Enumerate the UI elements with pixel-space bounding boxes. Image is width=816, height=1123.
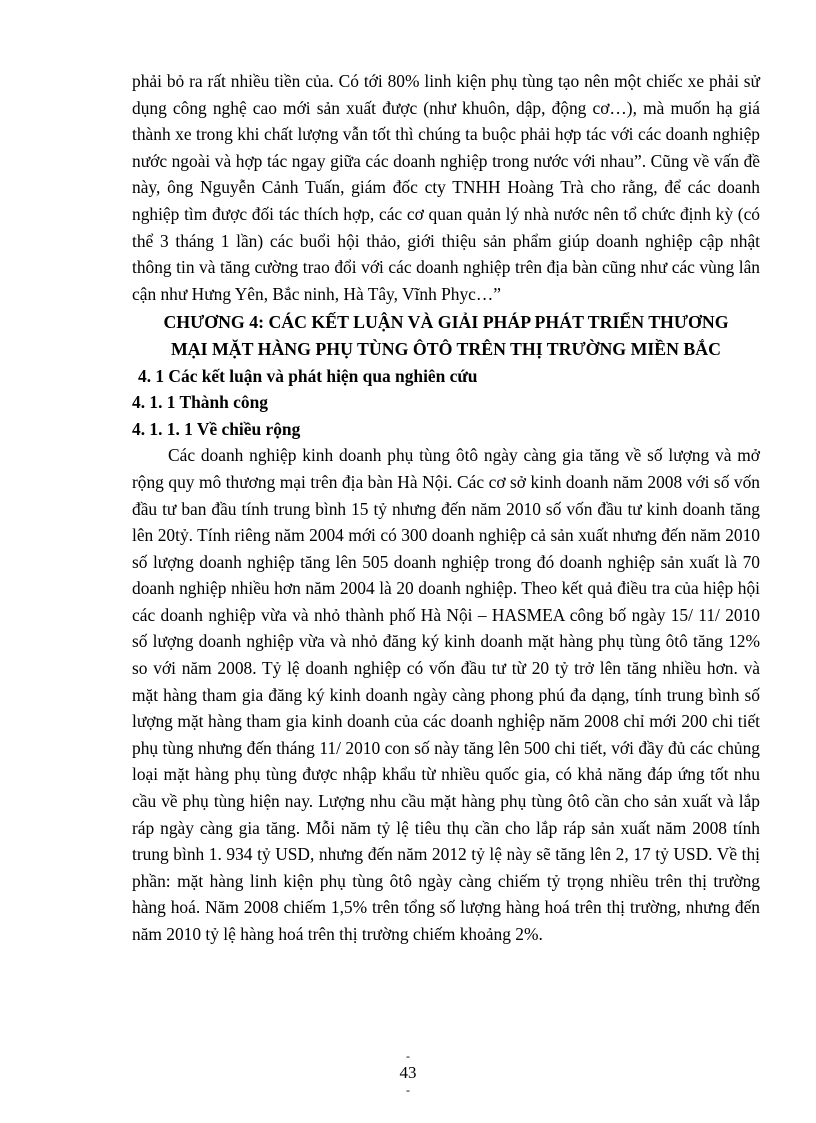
chapter-title: CHƯƠNG 4: CÁC KẾT LUẬN VÀ GIẢI PHÁP PHÁT TRIỂN THƯƠNG MẠI MẶT HÀNG PHỤ TÙNG ÔTÔ TRÊN THỊ TRƯỜNG MIỀN BẮC (163, 312, 729, 359)
section-heading-4-1-1: 4. 1. 1 Thành công (132, 392, 268, 413)
body-paragraph: Các doanh nghiệp kinh doanh phụ tùng ôtô ngày càng gia tăng về số lượng và mở rộng quy mô thương mại trên địa bàn Hà Nội. Các cơ sở kinh doanh năm 2008 với số vốn đầu tư ban đầu tính trung bình 15 tỷ nhưng đến năm 2010 số vốn đầu tư kinh doanh tăng lên 20tỷ. Tính riêng năm 2004 mới có 300 doanh nghiệp cả sản xuất nhưng đến năm 2010 số lượng doanh nghiệp tăng lên 505 doanh nghiệp trong đó doanh nghiệp sản xuất là 70 doanh nghiệp nhiều hơn năm 2004 là 20 doanh nghiệp. Theo kết quả điều tra của hiệp hội các doanh nghiệp vừa và nhỏ thành phố Hà Nội – HASMEA công bố ngày 15/ 11/ 2010 số lượng doanh nghiệp vừa và nhỏ đăng ký kinh doanh mặt hàng phụ tùng ôtô tăng 12% so với năm 2008. Tỷ lệ doanh nghiệp có vốn đầu tư từ 20 tỷ trở lên tăng nhiều hơn. và mặt hàng tham gia đăng ký kinh doanh ngày càng phong phú đa dạng, tính trung bình số lượng mặt hàng tham gia kinh doanh của các doanh ngh𝗂ệp năm 2008 chỉ mới 200 chi tiết phụ tùng nhưng đến tháng 11/ 2010 con số này tăng lên 500 chi tiết, với đầy đủ các chủng loại mặt hàng phụ tùng được nhập khẩu từ nhiều quốc gia, có khả năng đáp ứng tốt nhu cầu về phụ tùng hiện nay. Lượng nhu cầu mặt hàng phụ tùng ôtô cần cho sản xuất và lắp ráp ngày càng gia tăng. Mỗi năm tỷ lệ tiêu thụ cần cho lắp ráp sản xuất năm 2008 tính trung bình 1. 934 tỷ USD, nhưng đến năm 2012 tỷ lệ này sẽ tăng lên 2, 17 tỷ USD. Về thị phần: mặt hàng linh kiện phụ tùng ôtô ngày càng chiếm tỷ trọng nhiều trên thị trường hàng hoá. Năm 2008 chiếm 1,5% trên tổng số lượng hàng hoá trên thị trường, nhưng đến năm 2010 tỷ lệ hàng hoá trên thị trường chiếm khoảng 2%. (132, 445, 760, 944)
page-content (132, 68, 760, 948)
section-heading-4-1: 4. 1 Các kết luận và phát hiện qua nghiên cứu (138, 365, 478, 386)
footer-dash-bottom: - (406, 1083, 410, 1097)
page-footer (0, 1050, 816, 1096)
intro-paragraph: phải bỏ ra rất nhiều tiền của. Có tới 80% linh kiện phụ tùng tạo nên một chiếc xe phải sử dụng công nghệ cao mới sản xuất được (như khuôn, dập, động cơ…), mà muốn hạ giá thành xe trong khi chất lượng vẫn tốt thì chúng ta buộc phải hợp tác với các doanh nghiệp nước ngoài và hợp tác ngay giữa các doanh nghiệp trong nước với nhau”. Cũng về vấn đề này, ông Nguyễn Cảnh Tuấn, giám đốc cty TNHH Hoàng Trà cho rằng, để các doanh nghiệp tìm được đối tác thích hợp, các cơ quan quản lý nhà nước nên tổ chức định kỳ (có thể 3 tháng 1 lần) các buổi hội thảo, giới thiệu sản phẩm giúp doanh nghiệp cập nhật thông tin và tăng cường trao đổi với các doanh nghiệp trên địa bàn cũng như các vùng lân cận như Hưng Yên, Bắc ninh, Hà Tây, Vĩnh Phyc…” (132, 71, 760, 304)
page-number: 43 (399, 1063, 417, 1082)
section-heading-4-1-1-1: 4. 1. 1. 1 Về chiều rộng (132, 418, 301, 439)
footer-dash-top: - (406, 1049, 410, 1063)
